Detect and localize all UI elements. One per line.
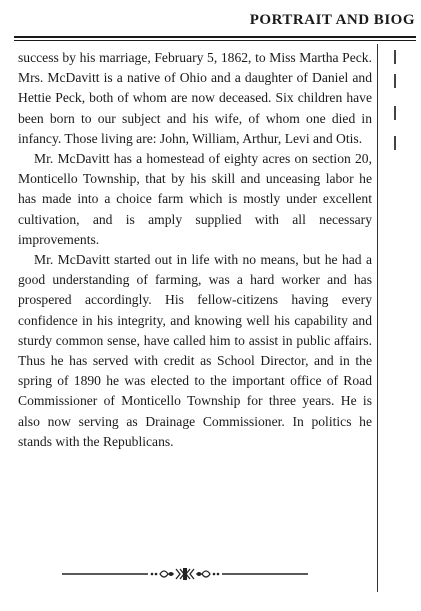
margin-mark bbox=[394, 136, 396, 150]
margin-mark bbox=[394, 50, 396, 64]
header-rule bbox=[14, 36, 416, 38]
header-rule-thin bbox=[14, 40, 416, 41]
paragraph-homestead: Mr. McDavitt has a homestead of eighty acres on section 20, Monticello Township, that by his skill and unceasing labor he has made into a choice farm which is mostly under excellent cultivation, and is amply supplied with all necessary improvements. bbox=[18, 151, 372, 247]
paragraph-career: Mr. McDavitt started out in life with no means, but he had a good understanding of farming, was a hard worker and has prospered accordingly. His fellow-citizens having every confidence in his integrity, and knowing well his capability and sturdy common sense, have called him to assist in public affairs. Thus he has served with credit as School Director, and in the spring of 1890 he was elected to the important office of Road Commissioner of Monticello Township for three years. He is also now serving as Drainage Commissioner. In politics he stands with the Republicans. bbox=[18, 252, 372, 449]
margin-mark bbox=[394, 74, 396, 88]
column-divider bbox=[377, 44, 378, 592]
decorative-divider-icon bbox=[60, 566, 310, 582]
running-header-title: PORTRAIT AND BIOG bbox=[249, 12, 415, 28]
margin-mark bbox=[394, 106, 396, 120]
paragraph-marriage: success by his marriage, February 5, 1862, to Miss Martha Peck. Mrs. McDavitt is a native of Ohio and a daughter of Daniel and Hettie Peck, both of whom are now deceased. Six children have been born to our subject and his wife, of whom one died in infancy. Those living are: John, William, Arthur, Levi and Otis. bbox=[18, 50, 372, 146]
body-text bbox=[18, 48, 372, 452]
